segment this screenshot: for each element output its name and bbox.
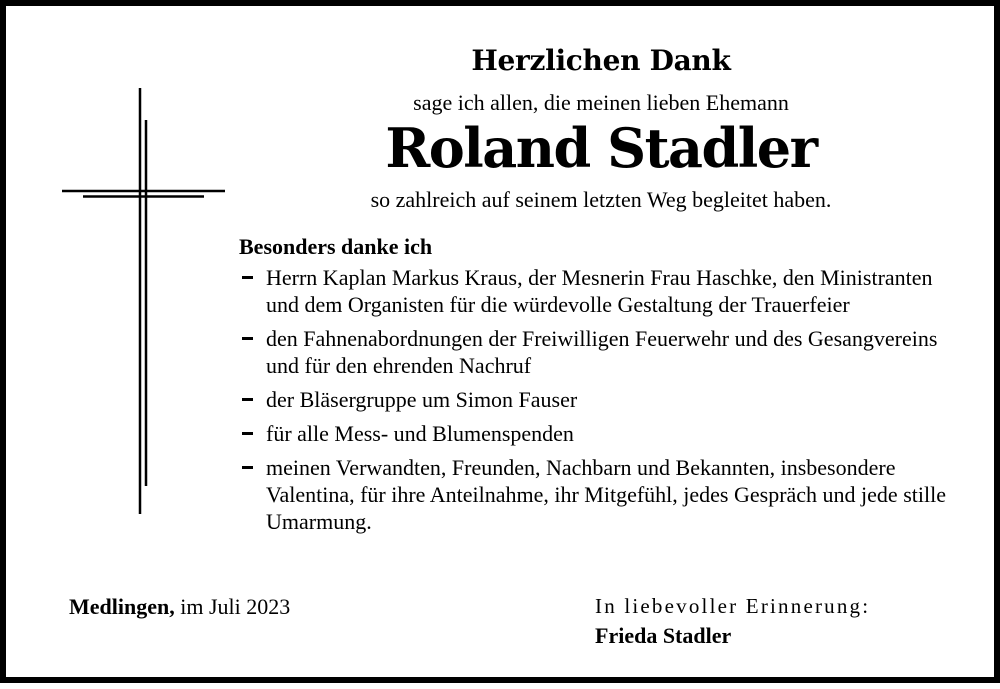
list-item-text: Herrn Kaplan Markus Kraus, der Mesnerin Frau Haschke, den Ministranten und dem Organisten für die würdevolle Gestaltung der Trauerfeier bbox=[266, 265, 933, 317]
list-item-text: meinen Verwandten, Freunden, Nachbarn und Bekannten, insbesondere Valentina, für ihre Anteilnahme, ihr Mitgefühl, jedes Gespräch und jede stille Umarmung. bbox=[266, 455, 946, 534]
dash-icon bbox=[242, 276, 253, 279]
list-item bbox=[239, 454, 959, 535]
intro-line: sage ich allen, die meinen lieben Ehemann bbox=[413, 90, 789, 115]
place-date bbox=[69, 594, 290, 620]
list-item bbox=[239, 264, 959, 318]
list-item bbox=[239, 420, 959, 447]
deceased-name: Roland Stadler bbox=[385, 116, 817, 180]
list-item bbox=[239, 325, 959, 379]
dash-icon bbox=[242, 466, 253, 469]
list-item-text: für alle Mess- und Blumenspenden bbox=[266, 421, 574, 446]
list-item-text: den Fahnenabordnungen der Freiwilligen Feuerwehr und des Gesangvereins und für den ehrenden Nachruf bbox=[266, 326, 938, 378]
heading: Herzlichen Dank bbox=[471, 44, 731, 77]
outro-line: so zahlreich auf seinem letzten Weg begleitet haben. bbox=[370, 187, 832, 212]
date: im Juli 2023 bbox=[180, 594, 291, 619]
dash-icon bbox=[242, 398, 253, 401]
list-item bbox=[239, 386, 959, 413]
signer-name: Frieda Stadler bbox=[595, 623, 732, 648]
place: Medlingen, bbox=[69, 594, 175, 619]
thanks-title: Besonders danke ich bbox=[239, 234, 433, 259]
dash-icon bbox=[242, 432, 253, 435]
dash-icon bbox=[242, 337, 253, 340]
thanks-list bbox=[239, 264, 959, 542]
memory-line: In liebevoller Erinnerung: bbox=[595, 594, 871, 618]
list-item-text: der Bläsergruppe um Simon Fauser bbox=[266, 387, 578, 412]
